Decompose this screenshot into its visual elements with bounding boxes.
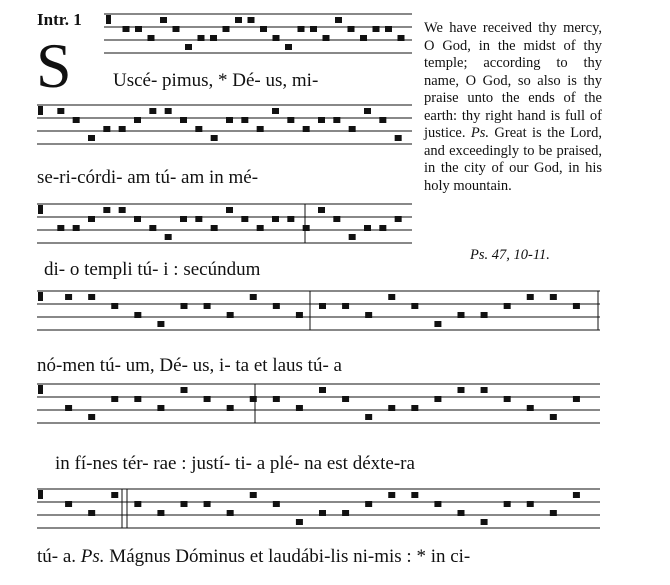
neume bbox=[149, 225, 156, 231]
lyric-line-1: Uscé- pimus, * Dé- us, mi- bbox=[113, 70, 319, 91]
neume bbox=[411, 492, 418, 498]
neume bbox=[250, 294, 257, 300]
neume bbox=[434, 396, 441, 402]
neume bbox=[550, 510, 557, 516]
neume bbox=[57, 225, 64, 231]
neume bbox=[323, 35, 330, 41]
neume bbox=[458, 312, 465, 318]
neume bbox=[365, 312, 372, 318]
neume bbox=[88, 510, 95, 516]
neume bbox=[364, 225, 371, 231]
clef-mark bbox=[38, 205, 43, 214]
clef-mark bbox=[38, 292, 43, 301]
neume bbox=[227, 312, 234, 318]
neume bbox=[157, 510, 164, 516]
neume bbox=[119, 126, 126, 132]
neume bbox=[103, 126, 110, 132]
neume bbox=[364, 108, 371, 114]
neume bbox=[481, 519, 488, 525]
neume bbox=[165, 108, 172, 114]
translation-psalm: Great is the Lord, and exceedingly to be praised, in the city of our God, in his holy mountain. bbox=[424, 125, 603, 194]
neume bbox=[65, 294, 72, 300]
neume bbox=[458, 387, 465, 393]
lyric-line-2: se-ri-córdi- am tú- am in mé- bbox=[37, 167, 259, 188]
neume bbox=[134, 396, 141, 402]
neume bbox=[285, 44, 292, 50]
neume bbox=[379, 117, 386, 123]
neume bbox=[333, 216, 340, 222]
lyric-line-6 bbox=[37, 546, 470, 568]
neume bbox=[434, 321, 441, 327]
neume bbox=[134, 501, 141, 507]
neume bbox=[550, 414, 557, 420]
neume bbox=[481, 387, 488, 393]
neume bbox=[527, 294, 534, 300]
neume bbox=[211, 135, 218, 141]
neume bbox=[180, 216, 187, 222]
neume bbox=[134, 216, 141, 222]
neume bbox=[210, 35, 217, 41]
neume bbox=[223, 26, 230, 32]
neume bbox=[379, 225, 386, 231]
neume bbox=[198, 35, 205, 41]
neume bbox=[303, 126, 310, 132]
neume bbox=[226, 207, 233, 213]
neume bbox=[388, 492, 395, 498]
lyric-line-6-end: Mágnus Dóminus et laudábi-lis ni-mis : * in ci- bbox=[109, 546, 471, 567]
neume bbox=[181, 501, 188, 507]
neume bbox=[73, 225, 80, 231]
neume bbox=[272, 216, 279, 222]
neume bbox=[333, 117, 340, 123]
neume bbox=[319, 387, 326, 393]
clef-mark bbox=[38, 106, 43, 115]
neume bbox=[527, 405, 534, 411]
neume bbox=[241, 216, 248, 222]
neume bbox=[250, 492, 257, 498]
neume bbox=[119, 207, 126, 213]
neume bbox=[342, 510, 349, 516]
neume bbox=[303, 225, 310, 231]
neume bbox=[349, 126, 356, 132]
neume bbox=[365, 501, 372, 507]
neume bbox=[88, 135, 95, 141]
neume bbox=[111, 396, 118, 402]
neume bbox=[398, 35, 405, 41]
lyric-line-4: nó-men tú- um, Dé- us, i- ta et laus tú- a bbox=[37, 355, 342, 376]
neume bbox=[134, 117, 141, 123]
neume bbox=[148, 35, 155, 41]
neume bbox=[111, 303, 118, 309]
neume bbox=[296, 405, 303, 411]
neume bbox=[134, 312, 141, 318]
lyric-line-6-start: tú- a. bbox=[37, 546, 77, 567]
neume bbox=[165, 234, 172, 240]
neume bbox=[573, 492, 580, 498]
neume bbox=[348, 26, 355, 32]
neume bbox=[88, 414, 95, 420]
neume bbox=[160, 17, 167, 23]
initial-letter: S bbox=[36, 30, 72, 101]
neume bbox=[195, 216, 202, 222]
neume bbox=[273, 501, 280, 507]
neume bbox=[287, 216, 294, 222]
neume bbox=[65, 501, 72, 507]
neume bbox=[550, 294, 557, 300]
neume bbox=[273, 35, 280, 41]
neume bbox=[88, 294, 95, 300]
psalm-marker: Ps. bbox=[80, 546, 105, 567]
neume bbox=[458, 510, 465, 516]
neume bbox=[298, 26, 305, 32]
neume bbox=[181, 387, 188, 393]
neume bbox=[226, 117, 233, 123]
clef-mark bbox=[106, 15, 111, 24]
neume bbox=[411, 405, 418, 411]
neume bbox=[318, 207, 325, 213]
neume bbox=[360, 35, 367, 41]
neume bbox=[296, 519, 303, 525]
neume bbox=[227, 510, 234, 516]
neume bbox=[211, 225, 218, 231]
neume bbox=[235, 17, 242, 23]
neume bbox=[342, 303, 349, 309]
neume bbox=[241, 117, 248, 123]
translation-psalm-marker: Ps. bbox=[470, 125, 490, 141]
neume bbox=[195, 126, 202, 132]
neume bbox=[260, 26, 267, 32]
neume bbox=[388, 294, 395, 300]
neume bbox=[149, 108, 156, 114]
translation-text bbox=[424, 20, 602, 195]
neume bbox=[296, 312, 303, 318]
neume bbox=[204, 303, 211, 309]
neume bbox=[319, 510, 326, 516]
neume bbox=[527, 501, 534, 507]
neume bbox=[287, 117, 294, 123]
neume bbox=[185, 44, 192, 50]
neume bbox=[88, 216, 95, 222]
neume bbox=[157, 405, 164, 411]
neume bbox=[123, 26, 130, 32]
neume bbox=[272, 108, 279, 114]
clef-mark bbox=[38, 490, 43, 499]
mode-label: Intr. 1 bbox=[37, 10, 82, 29]
neume bbox=[73, 117, 80, 123]
neume bbox=[257, 126, 264, 132]
neume bbox=[481, 312, 488, 318]
neume bbox=[173, 26, 180, 32]
neume bbox=[135, 26, 142, 32]
neume bbox=[385, 26, 392, 32]
neume bbox=[373, 26, 380, 32]
neume bbox=[257, 225, 264, 231]
neume bbox=[250, 396, 257, 402]
neume bbox=[310, 26, 317, 32]
neume bbox=[504, 303, 511, 309]
neume bbox=[318, 117, 325, 123]
neume bbox=[342, 396, 349, 402]
neume bbox=[319, 303, 326, 309]
neume bbox=[395, 216, 402, 222]
neume bbox=[411, 303, 418, 309]
neume bbox=[504, 396, 511, 402]
neume bbox=[65, 405, 72, 411]
neume bbox=[103, 207, 110, 213]
neume bbox=[273, 303, 280, 309]
neume bbox=[434, 501, 441, 507]
lyric-line-3: di- o templi tú- i : secúndum bbox=[44, 259, 261, 280]
neume bbox=[573, 303, 580, 309]
neume bbox=[573, 396, 580, 402]
neume bbox=[227, 405, 234, 411]
neume bbox=[504, 501, 511, 507]
neume bbox=[180, 117, 187, 123]
neume bbox=[157, 321, 164, 327]
neume bbox=[335, 17, 342, 23]
neume bbox=[181, 303, 188, 309]
neume bbox=[204, 396, 211, 402]
neume bbox=[204, 501, 211, 507]
neume bbox=[388, 405, 395, 411]
neume bbox=[395, 135, 402, 141]
neume bbox=[111, 492, 118, 498]
neume bbox=[57, 108, 64, 114]
translation-antiphon: We have received thy mercy, O God, in the midst of thy temple; according to thy name, O God, so also is thy praise unto the ends of the earth: thy right hand is full of justice. bbox=[424, 20, 602, 141]
neume bbox=[248, 17, 255, 23]
neume bbox=[273, 396, 280, 402]
clef-mark bbox=[38, 385, 43, 394]
lyric-line-5: in fí-nes tér- rae : justí- ti- a plé- na est déxte-ra bbox=[55, 453, 415, 474]
neume bbox=[349, 234, 356, 240]
neume bbox=[365, 414, 372, 420]
psalm-reference: Ps. 47, 10-11. bbox=[470, 247, 550, 263]
